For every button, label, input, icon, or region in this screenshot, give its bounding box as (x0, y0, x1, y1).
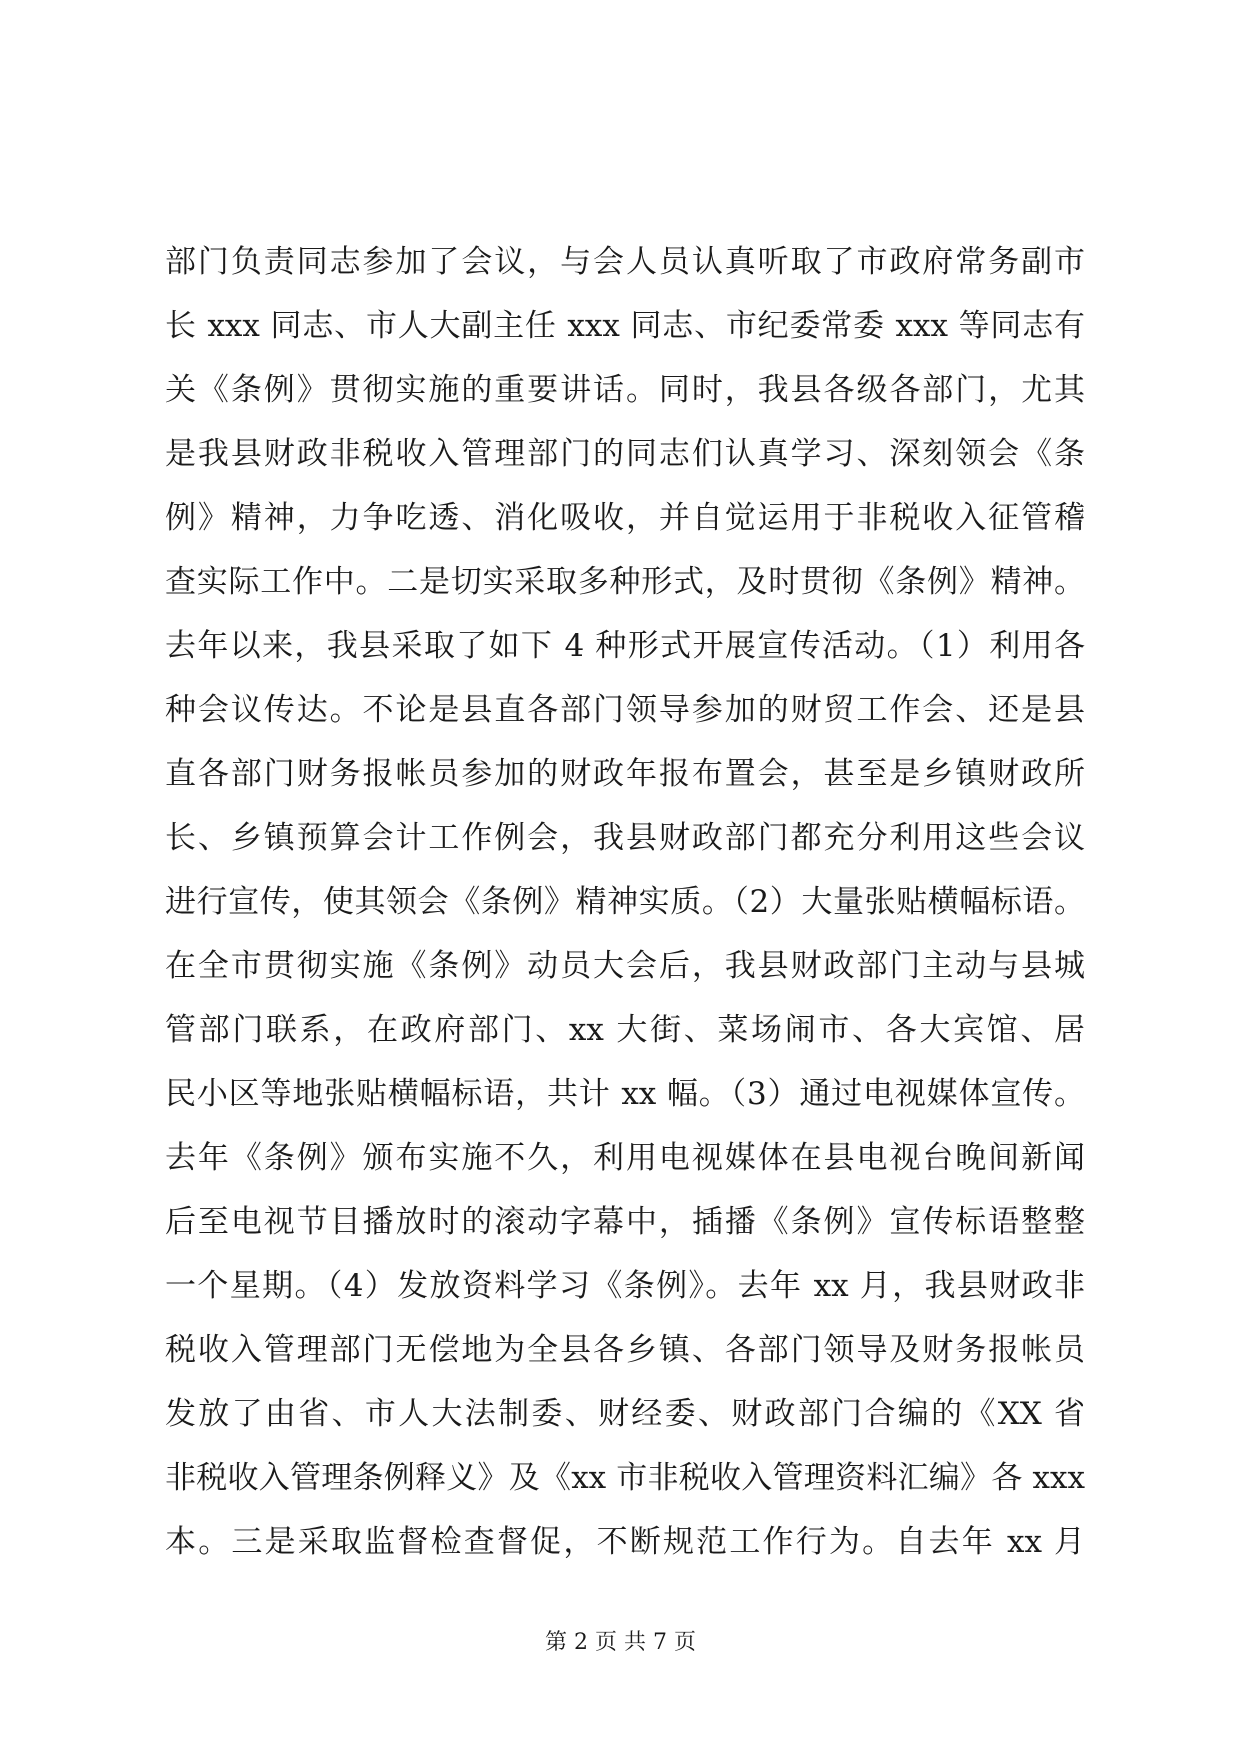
text-line: 去年以来，我县采取了如下 4 种形式开展宣传活动。（1）利用各 (165, 628, 1085, 664)
text-line: 关《条例》贯彻实施的重要讲话。同时，我县各级各部门，尤其 (165, 372, 1085, 408)
text-line: 后至电视节目播放时的滚动字幕中，插播《条例》宣传标语整整 (165, 1204, 1085, 1240)
text-line: 直各部门财务报帐员参加的财政年报布置会，甚至是乡镇财政所 (165, 756, 1085, 792)
text-line: 是我县财政非税收入管理部门的同志们认真学习、深刻领会《条 (165, 436, 1085, 472)
text-line: 一个星期。（4）发放资料学习《条例》。去年 xx 月，我县财政非 (165, 1268, 1085, 1304)
page-number-footer: 第 2 页 共 7 页 (545, 1630, 696, 1655)
text-line: 在全市贯彻实施《条例》动员大会后，我县财政部门主动与县城 (165, 948, 1085, 984)
text-line: 长 xxx 同志、市人大副主任 xxx 同志、市纪委常委 xxx 等同志有 (165, 308, 1085, 344)
text-line: 本。三是采取监督检查督促，不断规范工作行为。自去年 xx 月 (165, 1524, 1085, 1560)
text-line: 长、乡镇预算会计工作例会，我县财政部门都充分利用这些会议 (165, 820, 1085, 856)
text-line: 部门负责同志参加了会议，与会人员认真听取了市政府常务副市 (165, 244, 1085, 280)
text-line: 税收入管理部门无偿地为全县各乡镇、各部门领导及财务报帐员 (165, 1332, 1085, 1368)
text-line: 非税收入管理条例释义》及《xx 市非税收入管理资料汇编》各 xxx (165, 1460, 1085, 1496)
text-line: 发放了由省、市人大法制委、财经委、财政部门合编的《XX 省 (165, 1396, 1085, 1432)
text-line: 民小区等地张贴横幅标语，共计 xx 幅。（3）通过电视媒体宣传。 (165, 1076, 1085, 1112)
text-line: 种会议传达。不论是县直各部门领导参加的财贸工作会、还是县 (165, 692, 1085, 728)
text-line: 查实际工作中。二是切实采取多种形式，及时贯彻《条例》精神。 (165, 564, 1085, 600)
body-text (165, 230, 1085, 1574)
text-line: 例》精神，力争吃透、消化吸收，并自觉运用于非税收入征管稽 (165, 500, 1085, 536)
text-line: 去年《条例》颁布实施不久，利用电视媒体在县电视台晚间新闻 (165, 1140, 1085, 1176)
text-line: 管部门联系，在政府部门、xx 大街、菜场闹市、各大宾馆、居 (165, 1012, 1085, 1048)
text-line: 进行宣传，使其领会《条例》精神实质。（2）大量张贴横幅标语。 (165, 884, 1085, 920)
